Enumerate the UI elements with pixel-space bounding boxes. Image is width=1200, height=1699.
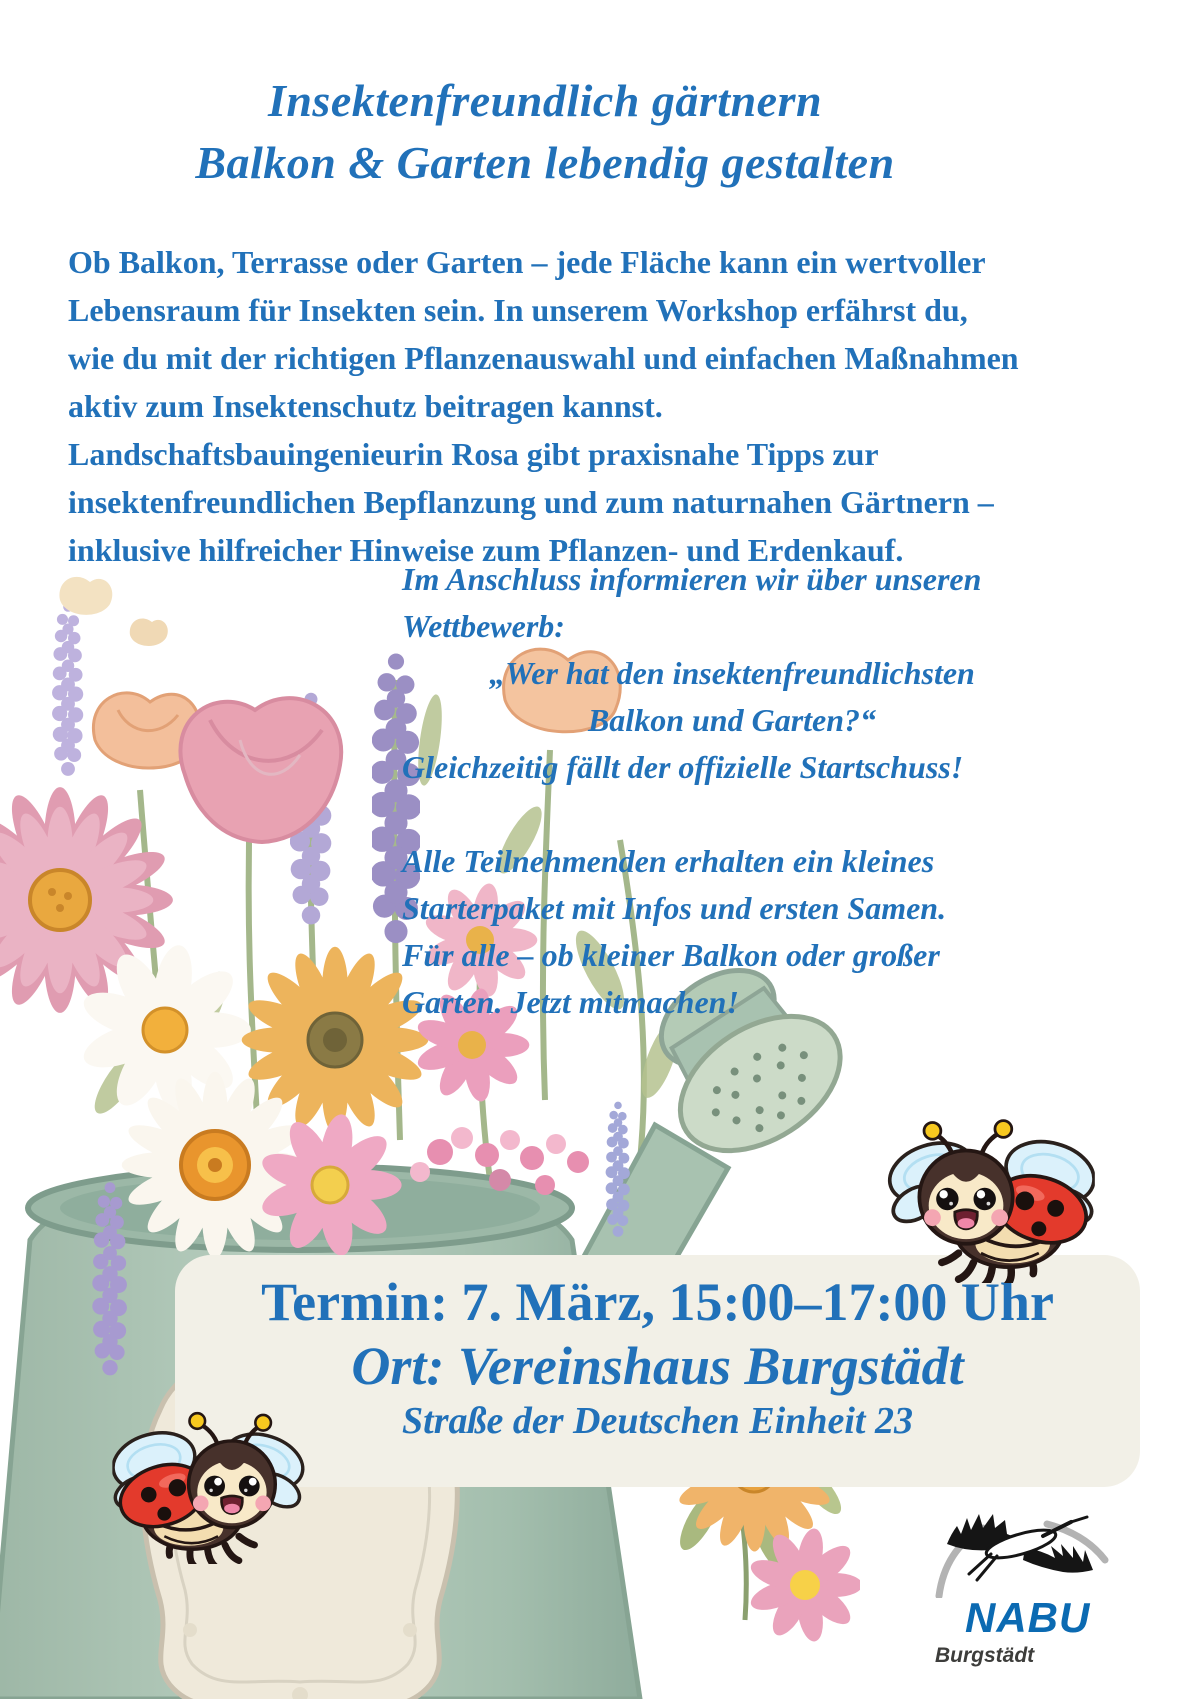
starterpaket-line: Starterpaket mit Infos und ersten Samen. xyxy=(402,890,947,926)
starterpaket-line: Garten. Jetzt mitmachen! xyxy=(402,984,739,1020)
bee-ladybug-icon xyxy=(112,1408,312,1564)
wettbewerb-line: Gleichzeitig fällt der offizielle Startschuss! xyxy=(402,749,964,785)
poster-title-line2: Balkon & Garten lebendig gestalten xyxy=(195,137,895,188)
intro-line: aktiv zum Insektenschutz beitragen kannst. xyxy=(68,388,663,424)
intro-line: insektenfreundlichen Bepflanzung und zum naturnahen Gärtnern – xyxy=(68,484,994,520)
nabu-logo xyxy=(925,1498,1135,1673)
wettbewerb-quote-line2: Balkon und Garten?“ xyxy=(587,702,877,738)
starterpaket-line: Für alle – ob kleiner Balkon oder großer xyxy=(402,937,940,973)
poster-title-line1: Insektenfreundlich gärtnern xyxy=(267,75,823,126)
starterpaket-line: Alle Teilnehmenden erhalten ein kleines xyxy=(402,843,935,879)
event-details-banner xyxy=(175,1255,1140,1487)
nabu-wordmark: NABU xyxy=(965,1594,1091,1641)
wettbewerb-line: Wettbewerb: xyxy=(402,608,565,644)
nabu-region-label: Burgstädt xyxy=(935,1644,1035,1667)
intro-line: Lebensraum für Insekten sein. In unserem Workshop erfährst du, xyxy=(68,292,968,328)
intro-paragraph xyxy=(68,238,1078,574)
wettbewerb-line: Im Anschluss informieren wir über unseren xyxy=(402,561,982,597)
wettbewerb-quote-line1: „Wer hat den insektenfreundlichsten xyxy=(489,655,975,691)
wettbewerb-section xyxy=(402,556,1062,1026)
intro-line: inklusive hilfreicher Hinweise zum Pflanzen- und Erdenkauf. xyxy=(68,532,904,568)
intro-line: Landschaftsbauingenieurin Rosa gibt praxisnahe Tipps zur xyxy=(68,436,879,472)
intro-line: Ob Balkon, Terrasse oder Garten – jede Fläche kann ein wertvoller xyxy=(68,244,986,280)
event-location: Ort: Vereinshaus Burgstädt xyxy=(351,1336,964,1396)
poster-title xyxy=(0,70,1090,194)
event-address: Straße der Deutschen Einheit 23 xyxy=(402,1400,913,1442)
nabu-stork-icon xyxy=(925,1498,1125,1598)
intro-line: wie du mit der richtigen Pflanzenauswahl und einfachen Maßnahmen xyxy=(68,340,1019,376)
bee-ladybug-icon xyxy=(880,1115,1095,1283)
event-date-time: Termin: 7. März, 15:00–17:00 Uhr xyxy=(261,1272,1054,1332)
